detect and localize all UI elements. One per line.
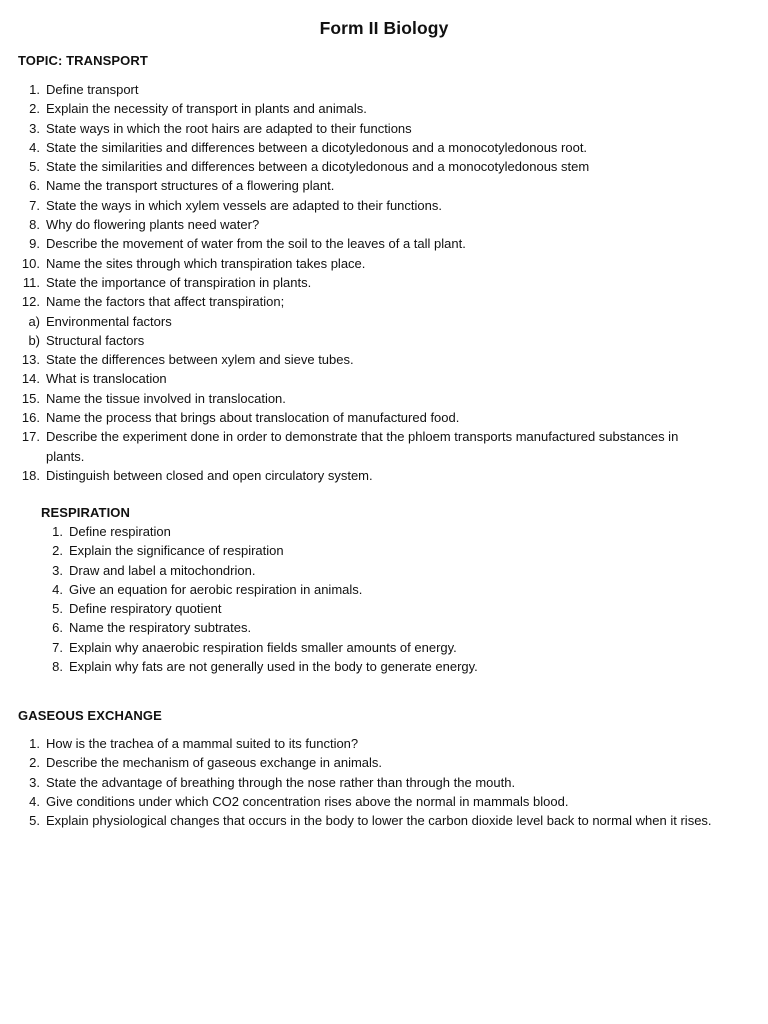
item-number: 3. — [52, 562, 63, 578]
list-item — [16, 369, 716, 388]
item-text: Name the respiratory subtrates. — [69, 620, 252, 636]
list-item — [39, 580, 719, 599]
item-number: 5. — [29, 813, 40, 829]
section-heading-transport: TOPIC: TRANSPORT — [18, 53, 148, 68]
page-title: Form II Biology — [319, 18, 449, 38]
list-item — [39, 522, 719, 541]
list-item — [39, 541, 719, 560]
list-item — [16, 215, 716, 234]
item-text: Describe the experiment done in order to demonstrate that the phloem transports manufactured substances in plants. — [46, 429, 679, 464]
item-number: 11. — [22, 274, 40, 290]
transport-question-list — [16, 80, 716, 485]
item-number: 17. — [21, 429, 40, 445]
item-text: Structural factors — [46, 332, 145, 348]
list-item — [16, 119, 716, 138]
item-text: Name the sites through which transpiration takes place. — [46, 255, 366, 271]
respiration-question-list — [39, 522, 719, 676]
list-item — [16, 753, 748, 772]
item-number: 3. — [29, 774, 40, 790]
item-number: 9. — [29, 236, 40, 252]
item-text: Distinguish between closed and open circulatory system. — [46, 467, 373, 483]
list-item — [16, 273, 716, 292]
item-text: Why do flowering plants need water? — [46, 217, 260, 233]
item-number: 8. — [52, 659, 63, 675]
list-item — [16, 773, 748, 792]
item-number: b) — [28, 332, 40, 348]
item-text: Name the tissue involved in translocation. — [46, 390, 286, 406]
item-number: 3. — [29, 120, 40, 136]
item-text: State the ways in which xylem vessels are adapted to their functions. — [46, 197, 442, 213]
list-item — [16, 254, 716, 273]
item-number: 2. — [29, 755, 40, 771]
item-text: State the advantage of breathing through the nose rather than through the mouth. — [46, 774, 516, 790]
item-number: 6. — [52, 620, 63, 636]
item-number: 6. — [29, 178, 40, 194]
item-text: Define transport — [46, 82, 139, 97]
item-number: 16. — [21, 410, 40, 426]
list-item — [16, 157, 716, 176]
item-number: 15. — [21, 390, 40, 406]
list-item — [39, 657, 719, 676]
item-text: Describe the movement of water from the soil to the leaves of a tall plant. — [46, 236, 466, 252]
item-number: 1. — [29, 736, 40, 751]
item-number: 2. — [52, 543, 63, 559]
item-text: Explain why fats are not generally used in the body to generate energy. — [69, 659, 478, 675]
item-number: 5. — [29, 159, 40, 175]
list-item — [39, 599, 719, 618]
item-text: What is translocation — [46, 371, 167, 387]
item-text: State ways in which the root hairs are adapted to their functions — [46, 120, 412, 136]
list-item — [39, 561, 719, 580]
section-heading-respiration: RESPIRATION — [41, 505, 130, 520]
gaseous-exchange-question-list — [16, 734, 748, 830]
list-item — [16, 292, 716, 311]
item-text: Define respiratory quotient — [69, 601, 222, 617]
item-text: Explain the significance of respiration — [69, 543, 284, 559]
item-text: State the differences between xylem and sieve tubes. — [46, 352, 354, 368]
item-number: 1. — [52, 524, 63, 539]
item-text: Explain physiological changes that occurs in the body to lower the carbon dioxide level back to normal when it rises. — [46, 813, 712, 829]
list-item — [16, 466, 716, 485]
list-item — [39, 638, 719, 657]
item-number: 13. — [21, 352, 40, 368]
item-text: How is the trachea of a mammal suited to its function? — [46, 736, 359, 751]
list-item — [16, 196, 716, 215]
item-text: Name the process that brings about translocation of manufactured food. — [46, 410, 460, 426]
item-number: 4. — [29, 793, 40, 809]
item-number: 7. — [29, 197, 40, 213]
item-number: 7. — [52, 639, 63, 655]
list-item — [16, 350, 716, 369]
item-number: 8. — [29, 217, 40, 233]
list-item — [16, 408, 716, 427]
item-text: Describe the mechanism of gaseous exchange in animals. — [46, 755, 383, 771]
item-text: State the importance of transpiration in plants. — [46, 274, 312, 290]
list-item — [16, 312, 716, 331]
item-number: 18. — [21, 467, 40, 483]
list-item — [16, 331, 716, 350]
list-item — [16, 427, 716, 466]
list-item — [16, 176, 716, 195]
item-text: State the similarities and differences between a dicotyledonous and a monocotyledonous stem — [46, 159, 590, 175]
section-heading-gaseous-exchange: GASEOUS EXCHANGE — [18, 708, 162, 723]
item-number: 4. — [52, 581, 63, 597]
item-number: 1. — [29, 82, 40, 97]
list-item — [16, 811, 748, 830]
item-number: 10. — [21, 255, 40, 271]
item-text: Draw and label a mitochondrion. — [69, 562, 256, 578]
item-text: Name the transport structures of a flowering plant. — [46, 178, 335, 194]
item-number: a) — [28, 313, 40, 329]
item-text: Environmental factors — [46, 313, 172, 329]
item-text: Define respiration — [69, 524, 171, 539]
list-item — [16, 389, 716, 408]
list-item — [16, 80, 716, 99]
item-number: 4. — [29, 139, 40, 155]
item-number: 14. — [21, 371, 40, 387]
list-item — [16, 138, 716, 157]
item-number: 12. — [21, 294, 40, 310]
list-item — [16, 234, 716, 253]
item-text: Explain why anaerobic respiration fields smaller amounts of energy. — [69, 639, 457, 655]
item-number: 2. — [29, 101, 40, 117]
item-text: State the similarities and differences between a dicotyledonous and a monocotyledonous root. — [46, 139, 588, 155]
list-item — [16, 99, 716, 118]
item-text: Give conditions under which CO2 concentration rises above the normal in mammals blood. — [46, 793, 569, 809]
list-item — [16, 734, 748, 753]
list-item — [39, 618, 719, 637]
item-text: Explain the necessity of transport in plants and animals. — [46, 101, 367, 117]
item-number: 5. — [52, 601, 63, 617]
item-text: Give an equation for aerobic respiration in animals. — [69, 581, 363, 597]
item-text: Name the factors that affect transpiration; — [46, 294, 285, 310]
list-item — [16, 792, 748, 811]
